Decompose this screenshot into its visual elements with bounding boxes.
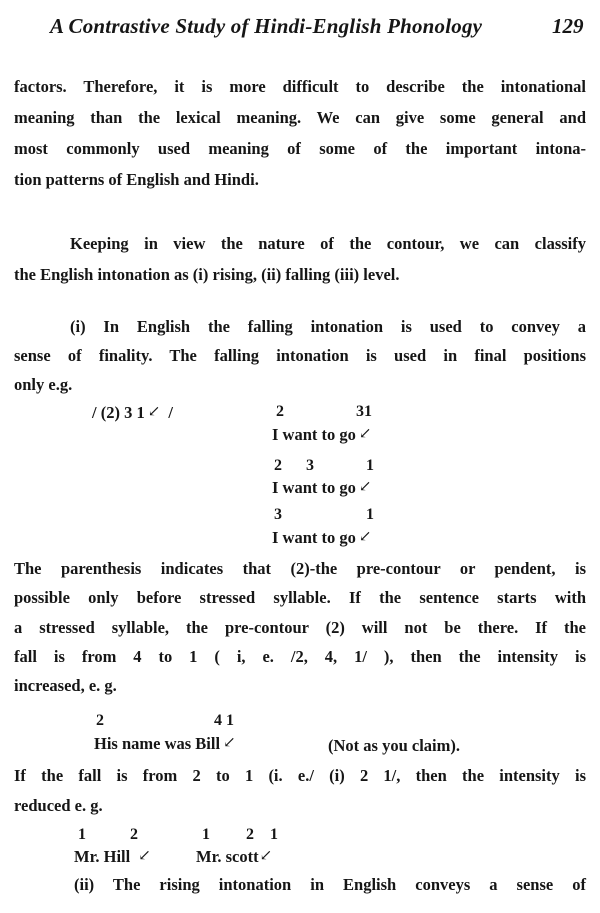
pitch-number: 2: [96, 712, 104, 729]
page-number: 129: [552, 14, 584, 38]
paragraph-line: reduced e. g.: [14, 796, 103, 815]
example-sentence: Mr. scott↙: [196, 847, 273, 866]
pitch-number: 31: [356, 403, 372, 420]
paragraph-line: tion patterns of English and Hindi.: [14, 170, 259, 189]
paragraph-line: Keeping in view the nature of the contour, we can classify: [70, 234, 586, 253]
example-sentence: Mr. Hill ↙: [74, 847, 151, 866]
paragraph-line: If the fall is from 2 to 1 (i. e./ (i) 2 1/, then the intensity is: [14, 766, 586, 785]
pitch-number: 3: [306, 457, 314, 474]
example-sentence: I want to go ↙: [272, 528, 372, 547]
example-sentence: His name was Bill ↙: [94, 734, 236, 753]
pitch-number: 4 1: [214, 712, 234, 729]
pitch-number: 1: [366, 457, 374, 474]
example-note: (Not as you claim).: [328, 736, 460, 755]
paragraph-line: factors. Therefore, it is more difficult to describe the intonational: [14, 77, 586, 96]
pitch-number: 1: [78, 826, 86, 843]
pitch-number: 1: [270, 826, 278, 843]
falling-arrow-icon: ↙: [358, 479, 372, 495]
pitch-number: 2: [246, 826, 254, 843]
example-sentence: I want to go ↙: [272, 478, 372, 497]
pitch-number: 2: [276, 403, 284, 420]
running-header-title: A Contrastive Study of Hindi-English Phonology: [50, 14, 483, 38]
paragraph-line: (i) In English the falling intonation is used to convey a: [70, 317, 586, 336]
pitch-number: 3: [274, 506, 282, 523]
intonation-formula: / (2) 3 1 ↙ /: [92, 403, 173, 422]
paragraph-line: (ii) The rising intonation in English conveys a sense of: [74, 875, 586, 894]
paragraph-line: sense of finality. The falling intonation is used in final positions: [14, 346, 586, 365]
falling-arrow-icon: ↙: [358, 529, 372, 545]
paragraph-line: increased, e. g.: [14, 676, 117, 695]
paragraph-line: fall is from 4 to 1 ( i, e. /2, 4, 1/ ), then the intensity is: [14, 647, 586, 666]
falling-arrow-icon: ↙: [358, 426, 372, 442]
falling-arrow-icon: ↙: [259, 848, 273, 864]
paragraph-line: meaning than the lexical meaning. We can give some general and: [14, 108, 586, 127]
falling-arrow-icon: ↙: [138, 848, 151, 864]
paragraph-line: The parenthesis indicates that (2)-the pre-contour or pendent, is: [14, 559, 586, 578]
paragraph-line: the English intonation as (i) rising, (ii) falling (iii) level.: [14, 265, 400, 284]
paragraph-line: possible only before stressed syllable. If the sentence starts with: [14, 588, 586, 607]
paragraph-line: only e.g.: [14, 375, 73, 394]
falling-arrow-icon: ↙: [147, 404, 161, 420]
pitch-number: 2: [274, 457, 282, 474]
example-sentence: I want to go ↙: [272, 425, 372, 444]
paragraph-line: a stressed syllable, the pre-contour (2) will not be there. If the: [14, 618, 586, 637]
pitch-number: 2: [130, 826, 138, 843]
pitch-number: 1: [202, 826, 210, 843]
falling-arrow-icon: ↙: [223, 735, 236, 751]
pitch-number: 1: [366, 506, 374, 523]
paragraph-line: most commonly used meaning of some of the important intona-: [14, 139, 586, 158]
